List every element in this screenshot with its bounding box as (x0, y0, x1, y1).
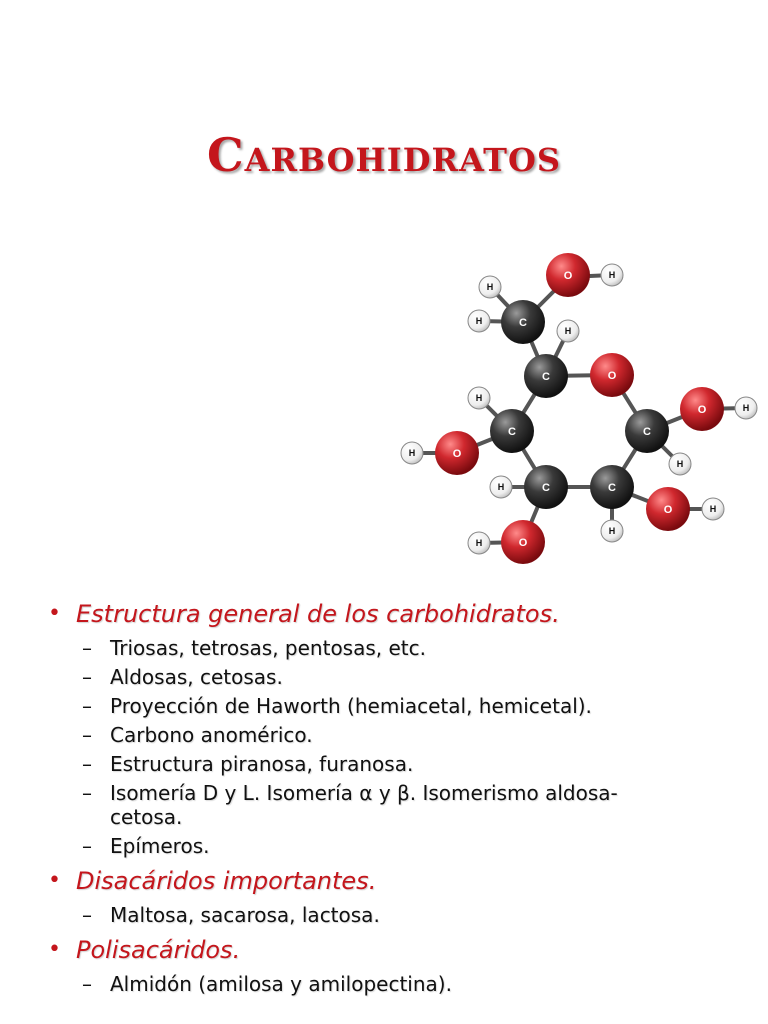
carbon-atom-c4 (490, 409, 534, 453)
svg-text:H: H (742, 403, 750, 413)
svg-text:O: O (452, 448, 462, 460)
svg-text:O: O (697, 404, 707, 416)
svg-text:H: H (475, 316, 483, 326)
sub-item: – Aldosas, cetosas. (82, 665, 283, 689)
svg-text:O: O (563, 270, 573, 282)
carbon-atom-c6 (501, 300, 545, 344)
svg-text:C: C (508, 426, 516, 438)
sub-item: – Almidón (amilosa y amilopectina). (82, 972, 452, 996)
oxygen-atom-c1 (680, 387, 724, 431)
bullet-disaccharides (44, 863, 744, 899)
sub-item: – Epímeros. (82, 834, 210, 858)
svg-text:H: H (608, 270, 616, 280)
svg-text:H: H (408, 448, 416, 458)
bullet-heading: Polisacáridos. (76, 936, 241, 964)
svg-text:O: O (663, 504, 673, 516)
sub-item: – Estructura piranosa, furanosa. (82, 752, 414, 776)
sub-item: – Maltosa, sacarosa, lactosa. (82, 903, 380, 927)
svg-text:C: C (608, 482, 616, 494)
sub-item: – Isomería D y L. Isomería α y β. Isomerismo aldosa-cetosa. (82, 781, 618, 829)
bullet-dot: • (48, 937, 61, 962)
bullet-structure (44, 596, 744, 632)
oxygen-atom-c6 (546, 253, 590, 297)
slide-title: Carbohidratos (207, 128, 561, 182)
svg-text:C: C (542, 371, 550, 383)
bullet-heading: Disacáridos importantes. (76, 867, 377, 895)
svg-text:H: H (475, 393, 483, 403)
svg-text:C: C (519, 317, 527, 329)
oxygen-atom-ring (590, 353, 634, 397)
svg-text:H: H (475, 538, 483, 548)
bullet-dot: • (48, 601, 61, 626)
svg-text:O: O (607, 370, 617, 382)
sub-item: – Triosas, tetrosas, pentosas, etc. (82, 636, 426, 660)
bullet-polysaccharides (44, 932, 744, 968)
svg-text:H: H (676, 459, 684, 469)
svg-text:H: H (564, 326, 572, 336)
svg-text:C: C (542, 482, 550, 494)
glucose-molecule-icon (390, 248, 768, 570)
bullet-dot: • (48, 868, 61, 893)
svg-text:H: H (497, 482, 505, 492)
bullet-list (44, 596, 744, 1001)
svg-text:O: O (518, 537, 528, 549)
carbon-atom-c1 (625, 409, 669, 453)
carbon-atom-c5 (524, 354, 568, 398)
carbon-atom-c3 (524, 465, 568, 509)
sub-item: – Proyección de Haworth (hemiacetal, hemicetal). (82, 694, 592, 718)
carbon-atom-c2 (590, 465, 634, 509)
bullet-heading: Estructura general de los carbohidratos. (76, 600, 560, 628)
svg-text:C: C (643, 426, 651, 438)
oxygen-atom-c2 (646, 487, 690, 531)
sub-item: – Carbono anomérico. (82, 723, 313, 747)
svg-text:H: H (608, 526, 616, 536)
oxygen-atom-c4 (435, 431, 479, 475)
oxygen-atom-c3 (501, 520, 545, 564)
svg-text:H: H (486, 282, 494, 292)
svg-text:H: H (709, 504, 717, 514)
